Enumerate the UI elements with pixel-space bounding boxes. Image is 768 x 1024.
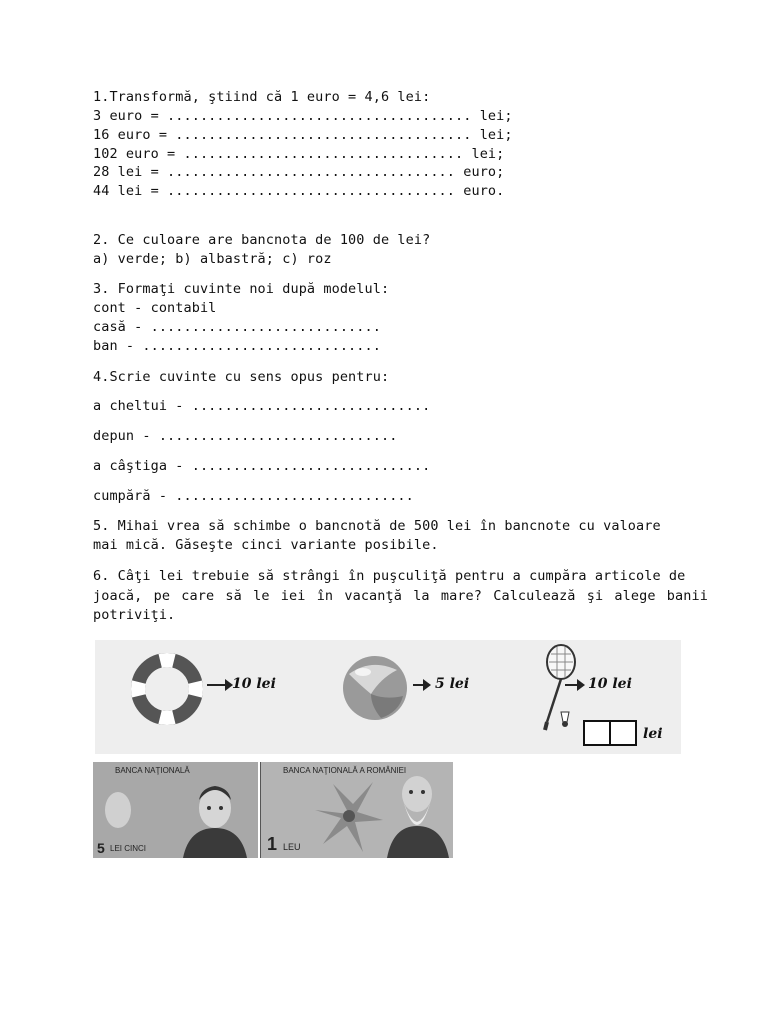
exercise-3-row: casă - ............................ [93, 319, 381, 335]
life-ring-icon [130, 652, 204, 726]
exercise-4-row: depun - ............................. [93, 428, 398, 444]
exercise-1-heading: 1.Transformă, ştiind că 1 euro = 4,6 lei: [93, 89, 431, 105]
banknote-5-lei-icon [93, 762, 258, 858]
flower-icon [313, 774, 385, 854]
price-label: 10 lei [232, 676, 276, 692]
exercise-4-instruction: 4.Scrie cuvinte cu sens opus pentru: [93, 369, 390, 385]
banknote-value: 1 [267, 834, 278, 854]
exercise-6-text: potriviţi. [93, 607, 176, 623]
exercise-1-row: 3 euro = ..................................... lei; [93, 108, 513, 124]
answer-box[interactable] [609, 720, 637, 746]
banknote-bank-name: BANCA NAŢIONALĂ A ROMÂNIEI [283, 766, 407, 775]
exercise-1-row: 102 euro = .................................. lei; [93, 146, 505, 162]
exercise-5-text: 5. Mihai vrea să schimbe o bancnotă de 500 lei în bancnote cu valoare [93, 518, 661, 534]
exercise-4-row: a câştiga - ............................. [93, 458, 431, 474]
price-label: 10 lei [588, 676, 632, 692]
exercise-5-text: mai mică. Găseşte cinci variante posibile. [93, 537, 439, 553]
price-label: 5 lei [435, 676, 470, 692]
exercise-4-row: a cheltui - ............................. [93, 398, 431, 414]
exercise-1-row: 28 lei = ................................... euro; [93, 164, 505, 180]
banknote-label: LEU [283, 842, 301, 852]
toys-illustration [95, 640, 681, 754]
exercise-3-model: cont - contabil [93, 300, 217, 316]
exercise-2-options: a) verde; b) albastră; c) roz [93, 251, 332, 267]
exercise-3-instruction: 3. Formaţi cuvinte noi după modelul: [93, 281, 390, 297]
exercise-6-text: joacă, pe care să le iei în vacanţă la mare? Calculează şi alege banii [93, 588, 708, 604]
portrait-icon [179, 780, 249, 858]
answer-box[interactable] [583, 720, 611, 746]
beach-ball-icon [341, 654, 409, 722]
banknote-value: 5 [97, 840, 105, 856]
exercise-1-row: 44 lei = ................................... euro. [93, 183, 505, 199]
answer-unit: lei [643, 726, 663, 742]
exercise-3-row: ban - ............................. [93, 338, 381, 354]
exercise-4-row: cumpără - ............................. [93, 488, 414, 504]
banknote-bank-name: BANCA NAŢIONALĂ [115, 766, 190, 775]
banknote-1-leu-icon [260, 762, 453, 858]
banknote-label: LEI CINCI [110, 844, 147, 853]
portrait-icon [385, 770, 451, 858]
exercise-2-question: 2. Ce culoare are bancnota de 100 de lei? [93, 232, 431, 248]
exercise-1-row: 16 euro = .................................... lei; [93, 127, 513, 143]
exercise-6-text: 6. Câţi lei trebuie să strângi în puşculiţă pentru a cumpăra articole de [93, 568, 686, 584]
